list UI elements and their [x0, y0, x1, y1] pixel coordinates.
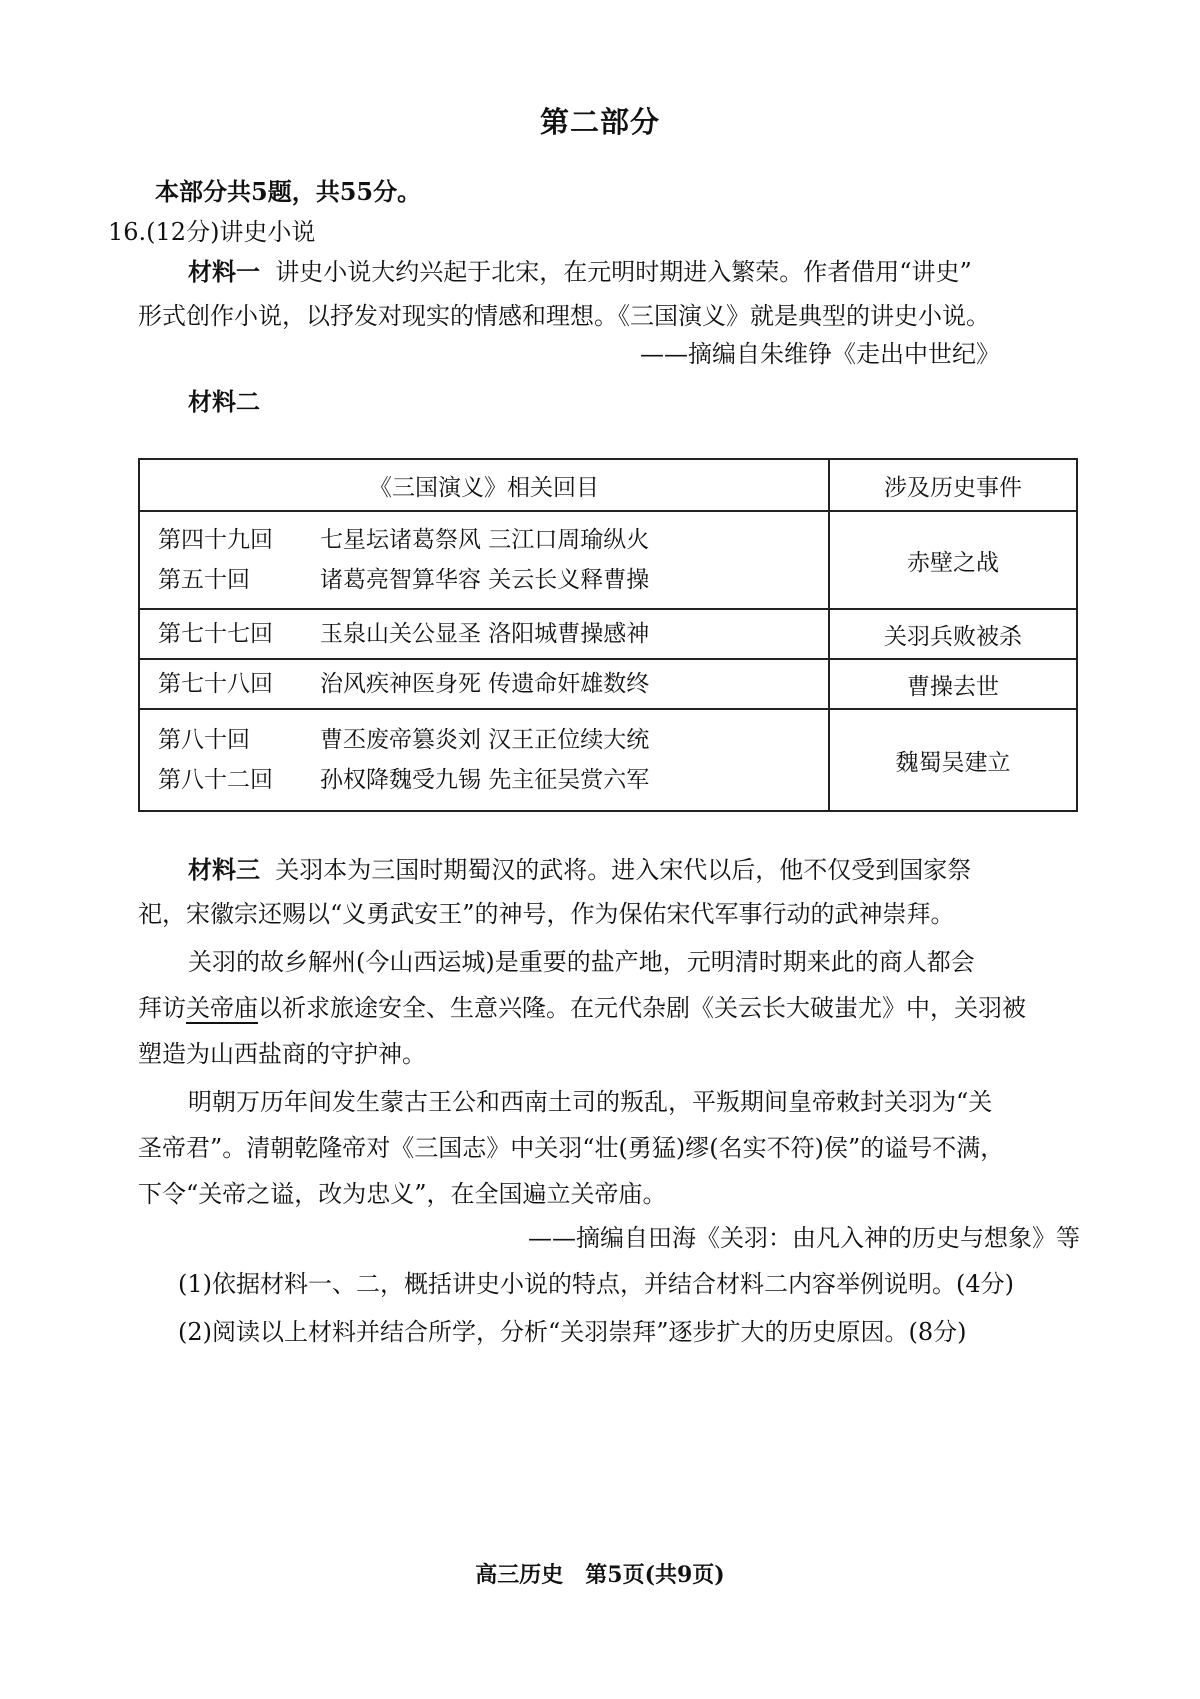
sub-question-2: (2)阅读以上材料并结合所学，分析“关羽崇拜”逐步扩大的历史原因。(8分) [178, 1318, 967, 1346]
section-title: 第二部分 [539, 105, 660, 139]
events-table [138, 458, 1078, 812]
material2-label: 材料二 [188, 387, 260, 416]
material3-label: 材料三 [188, 855, 260, 884]
material3-p1-line2: 祀，宋徽宗还赐以“义勇武安王”的神号，作为保佑宋代军事行动的武神崇拜。 [138, 900, 955, 928]
material3-p2-line1: 关羽的故乡解州(今山西运城)是重要的盐产地，元明清时期来此的商人都会 [188, 948, 975, 976]
chapter-number: 第四十九回 [158, 527, 273, 553]
question-heading: 16.(12分)讲史小说 [108, 218, 316, 246]
material1-text-line1: 讲史小说大约兴起于北宋，在元明时期进入繁荣。作者借用“讲史” [275, 258, 972, 286]
material1-source: ——摘编自朱维铮《走出中世纪》 [640, 340, 1000, 368]
table-cell-chapters [139, 709, 829, 811]
material3-source: ——摘编自田海《关羽：由凡入神的历史与想象》等 [528, 1224, 1080, 1252]
table-row [139, 511, 1077, 609]
material1-line2: 形式创作小说，以抒发对现实的情感和理想。《三国演义》就是典型的讲史小说。 [138, 302, 990, 330]
material3-p3-line2: 圣帝君”。清朝乾隆帝对《三国志》中关羽“壮(勇猛)缪(名实不符)侯”的谥号不满， [138, 1134, 1005, 1162]
chapter-title: 曹丕废帝篡炎刘 汉王正位续大统 [320, 727, 650, 753]
page-footer: 高三历史 第5页(共9页) [475, 1562, 725, 1588]
chapter-number: 第八十二回 [158, 767, 273, 793]
table-header-chapters: 《三国演义》相关回目 [139, 459, 829, 511]
material3-p1-line1 [188, 852, 971, 888]
chapter-number: 第七十八回 [158, 671, 273, 697]
table-cell-event: 曹操去世 [829, 659, 1077, 709]
material3-p2-post: 以祈求旅途安全、生意兴隆。在元代杂剧《关云长大破蚩尤》中，关羽被 [258, 994, 1026, 1022]
material3-p2-line3: 塑造为山西盐商的守护神。 [138, 1040, 426, 1068]
table-cell-event: 赤壁之战 [829, 511, 1077, 609]
material3-p2-pre: 拜访 [138, 994, 186, 1022]
chapter-number: 第五十回 [158, 567, 250, 593]
table-cell-chapters [139, 659, 829, 709]
chapter-number: 第八十回 [158, 727, 250, 753]
table-cell-event: 魏蜀吴建立 [829, 709, 1077, 811]
material1-line1 [188, 254, 972, 290]
chapter-title: 孙权降魏受九锡 先主征吴赏六军 [320, 767, 650, 793]
table-cell-chapters [139, 511, 829, 609]
table-row [139, 609, 1077, 659]
table-cell-event: 关羽兵败被杀 [829, 609, 1077, 659]
material3-p3-line1: 明朝万历年间发生蒙古王公和西南土司的叛乱，平叛期间皇帝敕封关羽为“关 [188, 1088, 993, 1116]
material3-text: 关羽本为三国时期蜀汉的武将。进入宋代以后，他不仅受到国家祭 [275, 856, 972, 884]
chapter-title: 治风疾神医身死 传遗命奸雄数终 [320, 671, 650, 697]
sub-question-1: (1)依据材料一、二，概括讲史小说的特点，并结合材料二内容举例说明。(4分) [178, 1270, 1014, 1298]
material3-p3-line3: 下令“关帝之谥，改为忠义”，在全国遍立关帝庙。 [138, 1180, 667, 1208]
table-header-events: 涉及历史事件 [829, 459, 1077, 511]
material3-p2-line2 [138, 990, 1026, 1026]
chapter-title: 七星坛诸葛祭风 三江口周瑜纵火 [320, 527, 650, 553]
table-header-row [139, 459, 1077, 511]
table-row [139, 659, 1077, 709]
guandi-temple-underlined: 关帝庙 [186, 994, 258, 1022]
chapter-title: 诸葛亮智算华容 关云长义释曹操 [320, 567, 650, 593]
chapter-number: 第七十七回 [158, 621, 273, 647]
table-row [139, 709, 1077, 811]
part-intro: 本部分共5题，共55分。 [155, 177, 422, 206]
material1-label: 材料一 [188, 257, 260, 286]
table-cell-chapters [139, 609, 829, 659]
chapter-title: 玉泉山关公显圣 洛阳城曹操感神 [320, 621, 650, 647]
